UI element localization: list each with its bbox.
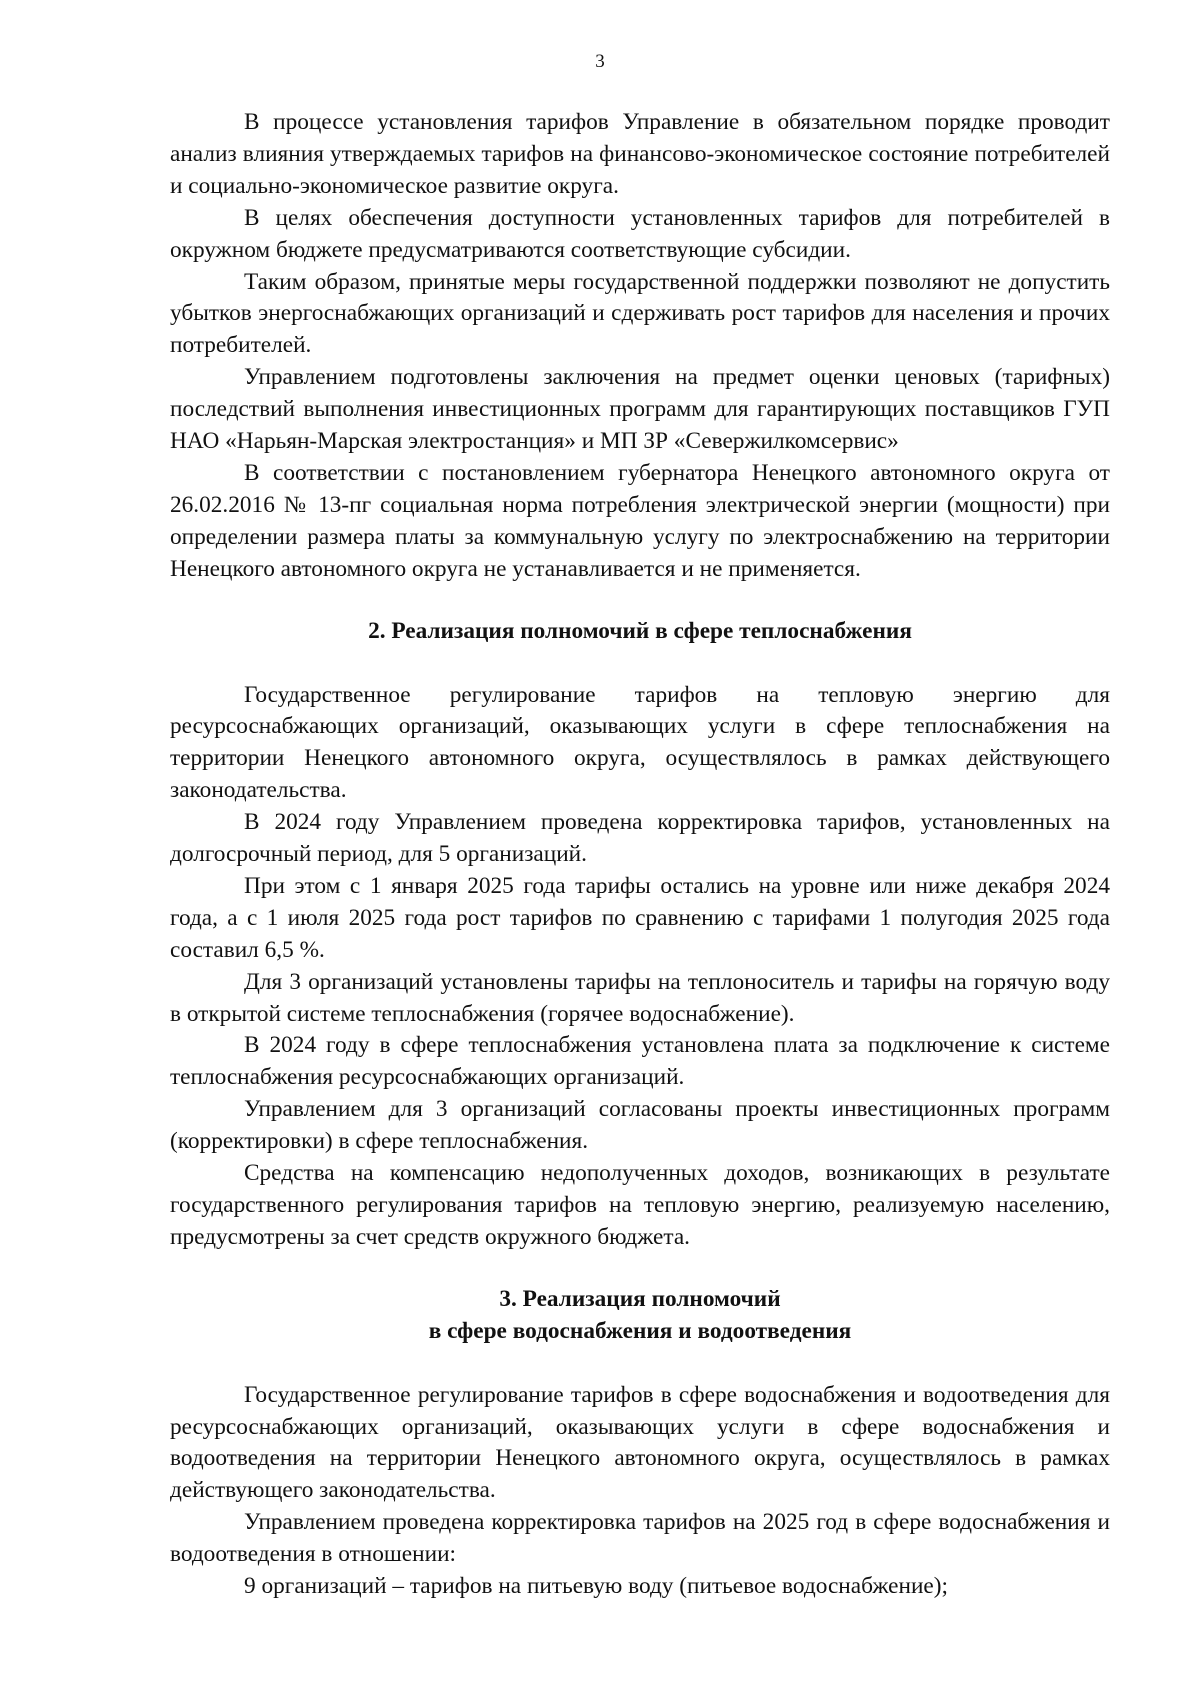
paragraph: Государственное регулирование тарифов на тепловую энергию для ресурсоснабжающих организаций, оказывающих услуги в сфере теплоснабжения на территории Ненецкого автономного округа, осуществлялось в рамках действующего законодательства. bbox=[170, 681, 1110, 804]
paragraph: При этом с 1 января 2025 года тарифы остались на уровне или ниже декабря 2024 года, а с 1 июля 2025 года рост тарифов по сравнению с тарифами 1 полугодия 2025 года составил 6,5 %. bbox=[170, 872, 1110, 963]
document-body bbox=[170, 107, 1110, 1603]
paragraph: 9 организаций – тарифов на питьевую воду (питьевое водоснабжение); bbox=[244, 1573, 949, 1600]
section-heading-line: в сфере водоснабжения и водоотведения bbox=[428, 1317, 852, 1344]
paragraph: Средства на компенсацию недополученных доходов, возникающих в результате государственного регулирования тарифов на тепловую энергию, реализуемую населению, предусмотрены за счет средств окружного бюджета. bbox=[170, 1160, 1110, 1250]
section-heading: 2. Реализация полномочий в сфере теплоснабжения bbox=[368, 617, 912, 644]
paragraph: Управлением подготовлены заключения на предмет оценки ценовых (тарифных) последствий выполнения инвестиционных программ для гарантирующих поставщиков ГУП НАО «Нарьян-Марская электростанция» и МП ЗР «Севержилкомсервис» bbox=[170, 364, 1110, 455]
paragraph: Управлением для 3 организаций согласованы проекты инвестиционных программ (корректировки) в сфере теплоснабжения. bbox=[170, 1096, 1110, 1155]
page-number: 3 bbox=[595, 51, 605, 72]
paragraph: В целях обеспечения доступности установленных тарифов для потребителей в окружном бюджете предусматриваются соответствующие субсидии. bbox=[170, 204, 1110, 263]
paragraph: Для 3 организаций установлены тарифы на теплоноситель и тарифы на горячую воду в открытой системе теплоснабжения (горячее водоснабжение). bbox=[170, 968, 1110, 1027]
paragraph: Таким образом, принятые меры государственной поддержки позволяют не допустить убытков энергоснабжающих организаций и сдерживать рост тарифов для населения и прочих потребителей. bbox=[170, 268, 1110, 359]
paragraph: В процессе установления тарифов Управление в обязательном порядке проводит анализ влияния утверждаемых тарифов на финансово-экономическое состояние потребителей и социально-экономическое развитие округа. bbox=[170, 109, 1110, 199]
section-heading bbox=[170, 1284, 1110, 1348]
paragraph: В соответствии с постановлением губернатора Ненецкого автономного округа от 26.02.2016 № 13-пг социальная норма потребления электрической энергии (мощности) при определении размера платы за коммунальную услугу по электроснабжению на территории Ненецкого автономного округа не устанавливается и не применяется. bbox=[170, 459, 1110, 582]
section-heading-line: 3. Реализация полномочий bbox=[499, 1285, 781, 1312]
paragraph: Государственное регулирование тарифов в сфере водоснабжения и водоотведения для ресурсоснабжающих организаций, оказывающих услуги в сфере водоснабжения и водоотведения на территории Ненецкого автономного округа, осуществлялось в рамках действующего законодательства. bbox=[170, 1381, 1110, 1504]
paragraph: Управлением проведена корректировка тарифов на 2025 год в сфере водоснабжения и водоотведения в отношении: bbox=[170, 1509, 1110, 1568]
paragraph: В 2024 году Управлением проведена корректировка тарифов, установленных на долгосрочный период, для 5 организаций. bbox=[170, 809, 1110, 868]
paragraph: В 2024 году в сфере теплоснабжения установлена плата за подключение к системе теплоснабжения ресурсоснабжающих организаций. bbox=[170, 1032, 1110, 1091]
